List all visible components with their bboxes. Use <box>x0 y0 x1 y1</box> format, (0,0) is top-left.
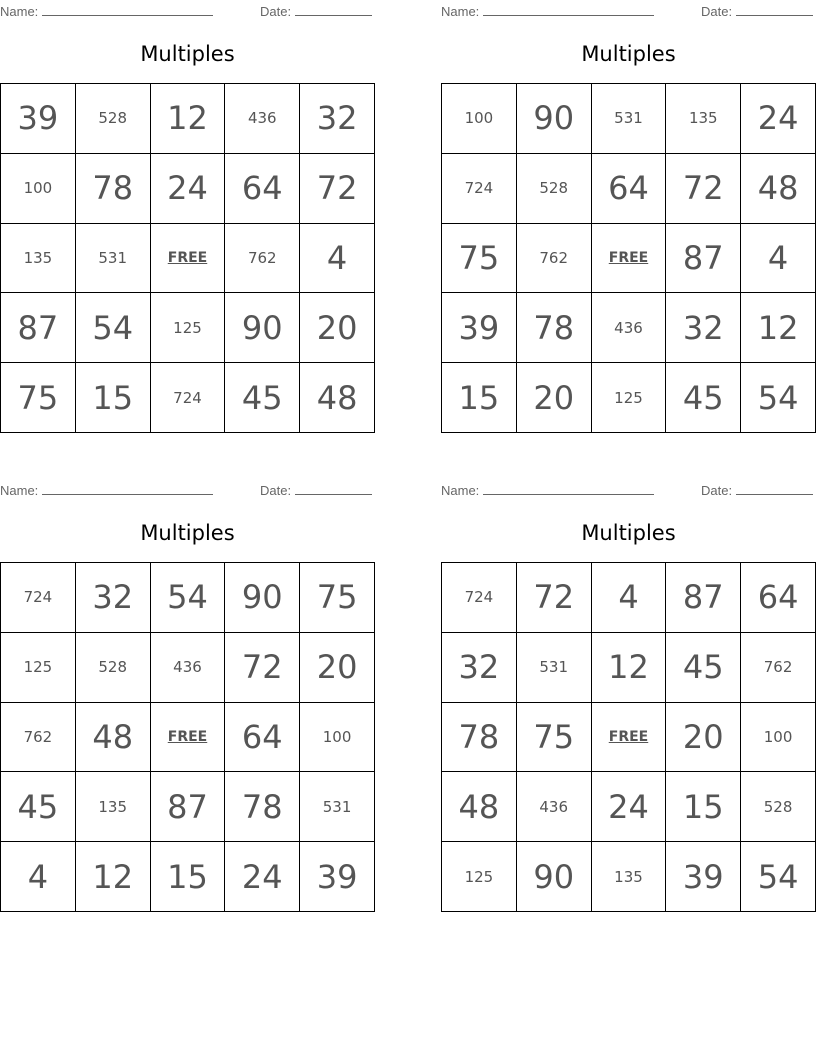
free-space-cell[interactable]: FREE <box>592 224 667 294</box>
name-label: Name: <box>0 483 39 498</box>
name-label: Name: <box>0 4 39 19</box>
bingo-cell[interactable]: 54 <box>76 293 151 363</box>
bingo-cell[interactable]: 64 <box>225 703 300 773</box>
bingo-cell[interactable]: 531 <box>76 224 151 294</box>
card-header <box>441 0 816 22</box>
bingo-cell[interactable]: 12 <box>592 633 667 703</box>
name-blank-line[interactable] <box>483 3 654 16</box>
bingo-cell[interactable]: 75 <box>300 563 375 633</box>
bingo-cell[interactable]: 48 <box>741 154 816 224</box>
bingo-cell[interactable]: 78 <box>225 772 300 842</box>
bingo-cell[interactable]: 12 <box>76 842 151 912</box>
bingo-cell[interactable]: 24 <box>741 84 816 154</box>
bingo-cell[interactable]: 528 <box>76 633 151 703</box>
bingo-cell[interactable]: 45 <box>666 633 741 703</box>
bingo-cell[interactable]: 87 <box>666 563 741 633</box>
bingo-cell[interactable]: 724 <box>151 363 226 433</box>
bingo-cell[interactable]: 528 <box>741 772 816 842</box>
bingo-cell[interactable]: 531 <box>517 633 592 703</box>
bingo-cell[interactable]: 75 <box>1 363 76 433</box>
bingo-cell[interactable]: 15 <box>151 842 226 912</box>
bingo-cell[interactable]: 125 <box>592 363 667 433</box>
date-label: Date: <box>701 4 733 19</box>
bingo-cell[interactable]: 48 <box>300 363 375 433</box>
free-space-cell[interactable]: FREE <box>592 703 667 773</box>
bingo-cell[interactable]: 4 <box>300 224 375 294</box>
bingo-cell[interactable]: 75 <box>517 703 592 773</box>
bingo-cell[interactable]: 39 <box>442 293 517 363</box>
name-blank-line[interactable] <box>42 482 213 495</box>
date-blank-line[interactable] <box>295 3 372 16</box>
bingo-cell[interactable]: 20 <box>517 363 592 433</box>
bingo-cell[interactable]: 54 <box>151 563 226 633</box>
bingo-cell[interactable]: 39 <box>666 842 741 912</box>
bingo-cell[interactable]: 39 <box>1 84 76 154</box>
bingo-cell[interactable]: 100 <box>442 84 517 154</box>
bingo-cell[interactable]: 90 <box>517 84 592 154</box>
bingo-cell[interactable]: 100 <box>741 703 816 773</box>
bingo-cell[interactable]: 436 <box>517 772 592 842</box>
bingo-cell[interactable]: 54 <box>741 363 816 433</box>
free-space-cell[interactable]: FREE <box>151 224 226 294</box>
bingo-cell[interactable]: 125 <box>442 842 517 912</box>
bingo-cell[interactable]: 20 <box>666 703 741 773</box>
date-field[interactable] <box>701 482 813 498</box>
bingo-cell[interactable]: 724 <box>442 563 517 633</box>
bingo-cell[interactable]: 15 <box>666 772 741 842</box>
bingo-card-4 <box>441 479 816 896</box>
bingo-cell[interactable]: 90 <box>225 293 300 363</box>
name-blank-line[interactable] <box>483 482 654 495</box>
name-label: Name: <box>441 4 480 19</box>
bingo-cell[interactable]: 100 <box>300 703 375 773</box>
bingo-cell[interactable]: 45 <box>666 363 741 433</box>
bingo-cell[interactable]: 72 <box>300 154 375 224</box>
bingo-card-1 <box>0 0 375 417</box>
bingo-cell[interactable]: 436 <box>592 293 667 363</box>
bingo-cell[interactable]: 24 <box>151 154 226 224</box>
bingo-cell[interactable]: 39 <box>300 842 375 912</box>
date-field[interactable] <box>260 3 372 19</box>
bingo-cell[interactable]: 762 <box>1 703 76 773</box>
free-space-cell[interactable]: FREE <box>151 703 226 773</box>
bingo-cell[interactable]: 762 <box>741 633 816 703</box>
bingo-cell[interactable]: 436 <box>225 84 300 154</box>
bingo-cell[interactable]: 135 <box>76 772 151 842</box>
bingo-grid <box>441 83 816 433</box>
bingo-cell[interactable]: 125 <box>151 293 226 363</box>
name-field[interactable] <box>0 3 213 19</box>
bingo-cell[interactable]: 531 <box>300 772 375 842</box>
bingo-cell[interactable]: 135 <box>1 224 76 294</box>
bingo-cell[interactable]: 54 <box>741 842 816 912</box>
bingo-cell[interactable]: 64 <box>741 563 816 633</box>
card-title: Multiples <box>581 42 676 66</box>
bingo-cell[interactable]: 762 <box>225 224 300 294</box>
bingo-cell[interactable]: 48 <box>442 772 517 842</box>
date-blank-line[interactable] <box>736 3 813 16</box>
date-label: Date: <box>260 483 292 498</box>
bingo-cell[interactable]: 78 <box>517 293 592 363</box>
bingo-cell[interactable]: 32 <box>76 563 151 633</box>
name-blank-line[interactable] <box>42 3 213 16</box>
bingo-cell[interactable]: 12 <box>741 293 816 363</box>
bingo-cell[interactable]: 87 <box>151 772 226 842</box>
bingo-cell[interactable]: 12 <box>151 84 226 154</box>
bingo-cell[interactable]: 20 <box>300 633 375 703</box>
bingo-cell[interactable]: 528 <box>517 154 592 224</box>
bingo-cell[interactable]: 45 <box>225 363 300 433</box>
bingo-cell[interactable]: 20 <box>300 293 375 363</box>
bingo-grid <box>441 562 816 912</box>
date-field[interactable] <box>260 482 372 498</box>
name-label: Name: <box>441 483 480 498</box>
card-header <box>0 0 375 22</box>
date-label: Date: <box>701 483 733 498</box>
bingo-cell[interactable]: 436 <box>151 633 226 703</box>
bingo-cell[interactable]: 75 <box>442 224 517 294</box>
bingo-cell[interactable]: 32 <box>300 84 375 154</box>
bingo-cell[interactable]: 4 <box>1 842 76 912</box>
bingo-cell[interactable]: 135 <box>592 842 667 912</box>
name-field[interactable] <box>441 3 654 19</box>
date-blank-line[interactable] <box>736 482 813 495</box>
bingo-cell[interactable]: 4 <box>741 224 816 294</box>
date-field[interactable] <box>701 3 813 19</box>
card-title: Multiples <box>581 521 676 545</box>
bingo-cell[interactable]: 4 <box>592 563 667 633</box>
bingo-cell[interactable]: 78 <box>76 154 151 224</box>
bingo-cell[interactable]: 100 <box>1 154 76 224</box>
bingo-cell[interactable]: 45 <box>1 772 76 842</box>
bingo-cell[interactable]: 32 <box>666 293 741 363</box>
bingo-cell[interactable]: 528 <box>76 84 151 154</box>
name-field[interactable] <box>441 482 654 498</box>
card-header <box>0 479 375 501</box>
card-title: Multiples <box>140 521 235 545</box>
bingo-cell[interactable]: 64 <box>592 154 667 224</box>
bingo-cell[interactable]: 87 <box>1 293 76 363</box>
bingo-cell[interactable]: 762 <box>517 224 592 294</box>
bingo-grid <box>0 83 375 433</box>
bingo-cell[interactable]: 724 <box>1 563 76 633</box>
bingo-cell[interactable]: 724 <box>442 154 517 224</box>
bingo-card-3 <box>0 479 375 896</box>
bingo-cell[interactable]: 15 <box>442 363 517 433</box>
date-label: Date: <box>260 4 292 19</box>
bingo-cell[interactable]: 72 <box>666 154 741 224</box>
bingo-cell[interactable]: 48 <box>76 703 151 773</box>
bingo-cell[interactable]: 135 <box>666 84 741 154</box>
bingo-cell[interactable]: 72 <box>517 563 592 633</box>
bingo-cell[interactable]: 87 <box>666 224 741 294</box>
bingo-cell[interactable]: 531 <box>592 84 667 154</box>
bingo-cell[interactable]: 15 <box>76 363 151 433</box>
bingo-card-2 <box>441 0 816 417</box>
bingo-cell[interactable]: 32 <box>442 633 517 703</box>
card-title: Multiples <box>140 42 235 66</box>
bingo-cell[interactable]: 125 <box>1 633 76 703</box>
bingo-cell[interactable]: 90 <box>225 563 300 633</box>
bingo-cell[interactable]: 72 <box>225 633 300 703</box>
bingo-grid <box>0 562 375 912</box>
date-blank-line[interactable] <box>295 482 372 495</box>
bingo-cell[interactable]: 64 <box>225 154 300 224</box>
name-field[interactable] <box>0 482 213 498</box>
bingo-cell[interactable]: 78 <box>442 703 517 773</box>
bingo-cell[interactable]: 90 <box>517 842 592 912</box>
card-header <box>441 479 816 501</box>
bingo-cell[interactable]: 24 <box>225 842 300 912</box>
bingo-cell[interactable]: 24 <box>592 772 667 842</box>
